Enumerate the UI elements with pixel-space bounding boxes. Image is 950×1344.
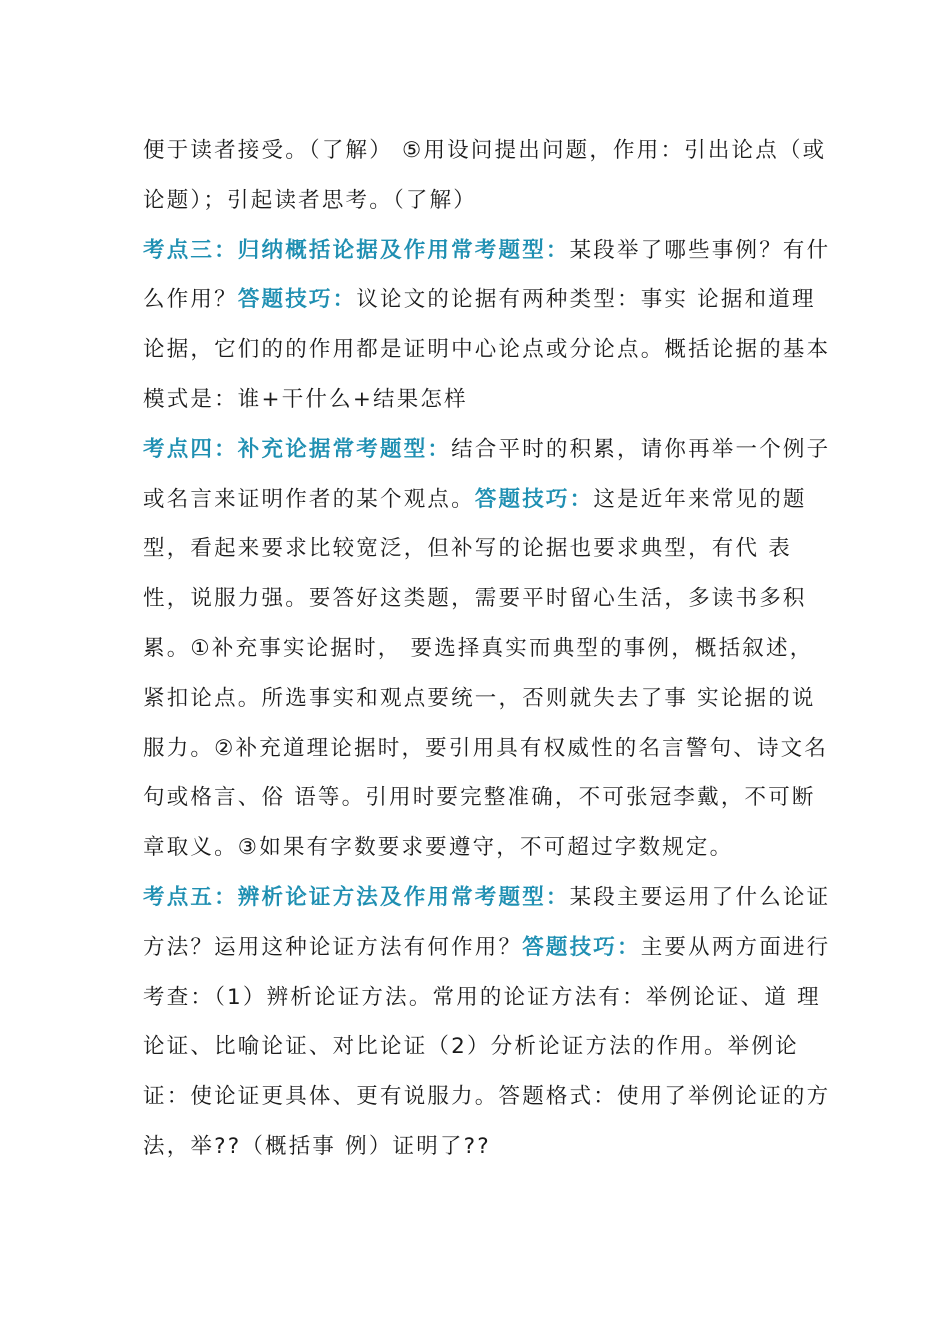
answer-tip-text: 议论文的论据有两种类型：事实 论据和道理论据，它们的的作用都是证明中心论点或分论点。概括论据的基本模式是：谁+干什么+结果怎样 [143,287,831,412]
question-type-text: 结合平时的积累，请你再举一个例子或名言来证明作者的某个观点。 [143,436,831,512]
section-heading-kaodian-3: 考点三：归纳概括论据及作用常考题型： [143,237,570,263]
answer-tip-label: 答题技巧： [237,287,357,313]
paragraph-kaodian-5 [143,873,833,1172]
question-type-text: 某段主要运用了什么论证方法？运用这种论证方法有何作用？ [143,884,831,960]
answer-tip-text: 这是近年来常见的题型，看起来要求比较宽泛，但补写的论据也要求典型，有代 表性，说服力强。要答好这类题，需要平时留心生活，多读书多积累。①补充事实论据时， 要选择真实而典型的事例，概括叙述，紧扣论点。所选事实和观点要统一，否则就失去了事 实论据的说服力。②补充道理论据时，要引用具有权威性的名言警句、诗文名句或格言、俗 语等。引用时要完整准确，不可张冠李戴，不可断章取义。③如果有字数要求要遵守，不可超过字数规定。 [143,486,829,861]
question-type-text: 某段举了哪些事例？有什么作用？ [143,237,831,313]
paragraph-kaodian-3 [143,226,833,425]
section-heading-kaodian-4: 考点四：补充论据常考题型： [143,436,452,462]
paragraph-rhetorical-question [143,126,833,226]
answer-tip-label: 答题技巧： [474,486,594,512]
paragraph-text: 便于读者接受。（了解） ⑤用设问提出问题，作用：引出论点（或论题）；引起读者思考。（了解） [143,138,827,213]
paragraph-kaodian-4 [143,425,833,873]
document-body [143,126,833,1172]
answer-tip-label: 答题技巧： [522,934,641,960]
section-heading-kaodian-5: 考点五：辨析论证方法及作用常考题型： [143,884,570,910]
answer-tip-text: 主要从两方面进行考查：（1）辨析论证方法。常用的论证方法有：举例论证、道 理论证、比喻论证、对比论证（2）分析论证方法的作用。举例论证：使论证更具体、更有说服力。答题格式：使用了举例论证的方法，举??（概括事 例）证明了?? [143,934,831,1159]
